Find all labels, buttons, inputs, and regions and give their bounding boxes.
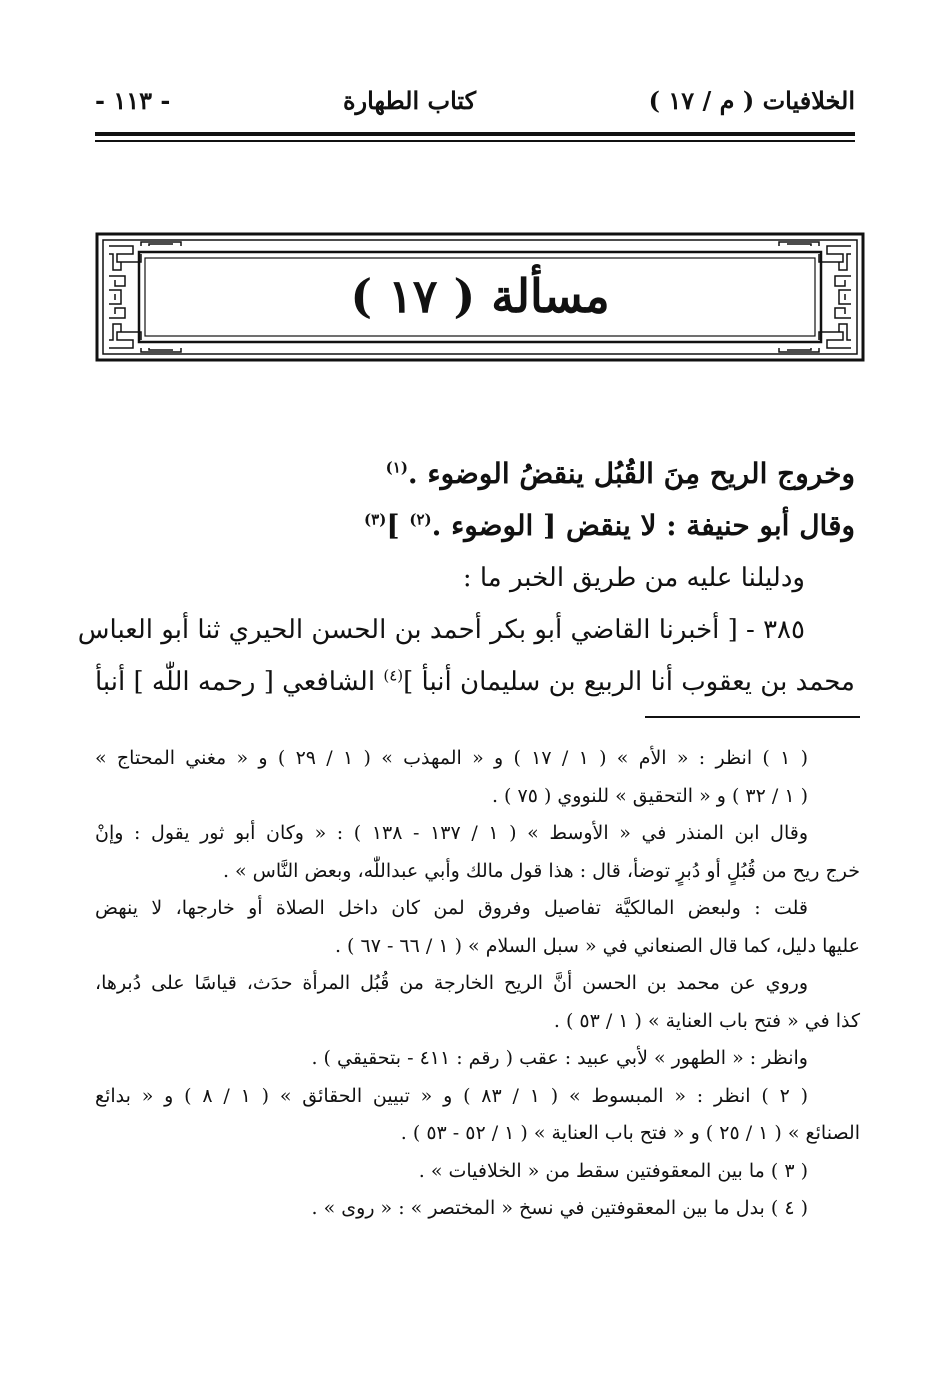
footnote-line: ( ٢ ) انظر : « المبسوط » ( ١ / ٨٣ ) و « تبيين الحقائق » ( ١ / ٨ ) و « بدائع — [95, 1084, 809, 1107]
footnote-ref: (٣) — [364, 510, 387, 529]
text-line: ودليلنا عليه من طريق الخبر ما : — [462, 563, 805, 593]
header-book-section: الخلافيات ( م / ١٧ ) — [648, 85, 855, 115]
page-number: - ١١٣ - — [95, 85, 171, 115]
footnote-line: ( ٣ ) ما بين المعقوفتين سقط من « الخلافيات » . — [418, 1159, 808, 1182]
footnote-line: وانظر : « الطهور » لأبي عبيد : عقب ( رقم : ٤١١ - بتحقيقي ) . — [311, 1047, 808, 1069]
footnote-line: خرج ريح من قُبُلٍ أو دُبرٍ توضأ، قال : هذا قول مالك وأبي عبداللّٰه، وبعض النَّاس » . — [222, 859, 860, 882]
header-rule-thin — [95, 140, 855, 142]
footnote-separator — [645, 716, 860, 718]
footnote-line: ( ١ ) انظر : « الأم » ( ١ / ١٧ ) و « المهذب » ( ١ / ٢٩ ) و « مغني المحتاج » — [95, 747, 809, 769]
footnote-ref: (٤) — [383, 666, 404, 685]
title-frame — [95, 232, 865, 362]
header-chapter-title: كتاب الطهارة — [342, 85, 477, 115]
footnote-line: الصنائع » ( ١ / ٢٥ ) و « فتح باب العناية » ( ١ / ٥٢ - ٥٣ ) . — [400, 1122, 860, 1144]
header-rule-thick — [95, 132, 855, 136]
issue-title: مسألة ( ١٧ ) — [350, 269, 610, 323]
footnote-line: ( ١ / ٣٢ ) و « التحقيق » للنووي ( ٧٥ ) . — [491, 784, 808, 807]
footnote-line: ( ٤ ) بدل ما بين المعقوفتين في نسخ « المختصر » : « روى » . — [311, 1197, 808, 1219]
running-header — [95, 78, 855, 122]
footnote-line: قلت : ولبعض المالكيَّة تفاصيل وفروق لمن كان داخل الصلاة أو خارجها، لا ينهض — [95, 897, 808, 919]
text-line: محمد بن يعقوب أنا الربيع بن سليمان أنبأ ]$^{(٤)}$ الشافعي [ رحمه اللّٰه ] أنبأ — [95, 666, 855, 697]
footnote-line: كذا في « فتح باب العناية » ( ١ / ٥٣ ) . — [553, 1009, 860, 1032]
footnotes — [95, 740, 860, 1228]
text-line: وخروج الريح مِنَ القُبُل ينقضُ الوضوء .$^{(١)}$ — [385, 457, 855, 490]
text-line: وقال أبو حنيفة : لا ينقض [ الوضوء .$^{(٢)}$ ]$^{(٣)}$ — [364, 509, 855, 542]
footnote-line: وقال ابن المنذر في « الأوسط » ( ١ / ١٣٧ - ١٣٨ ) : « وكان أبو ثور يقول : وإنْ — [95, 822, 809, 844]
footnote-line: وروي عن محمد بن الحسن أنَّ الريح الخارجة من قُبُل المرأة حدَث، قياسًا على دُبرها، — [95, 972, 808, 994]
main-text — [77, 448, 855, 708]
text-line: ٣٨٥ - [ أخبرنا القاضي أبو بكر أحمد بن الحسن الحيري ثنا أبو العباس — [77, 615, 805, 645]
footnote-ref: (٢) — [409, 510, 432, 529]
footnote-line: عليها دليل، كما قال الصنعاني في « سبل السلام » ( ١ / ٦٦ - ٦٧ ) . — [334, 934, 860, 957]
footnote-ref: (١) — [385, 458, 408, 477]
